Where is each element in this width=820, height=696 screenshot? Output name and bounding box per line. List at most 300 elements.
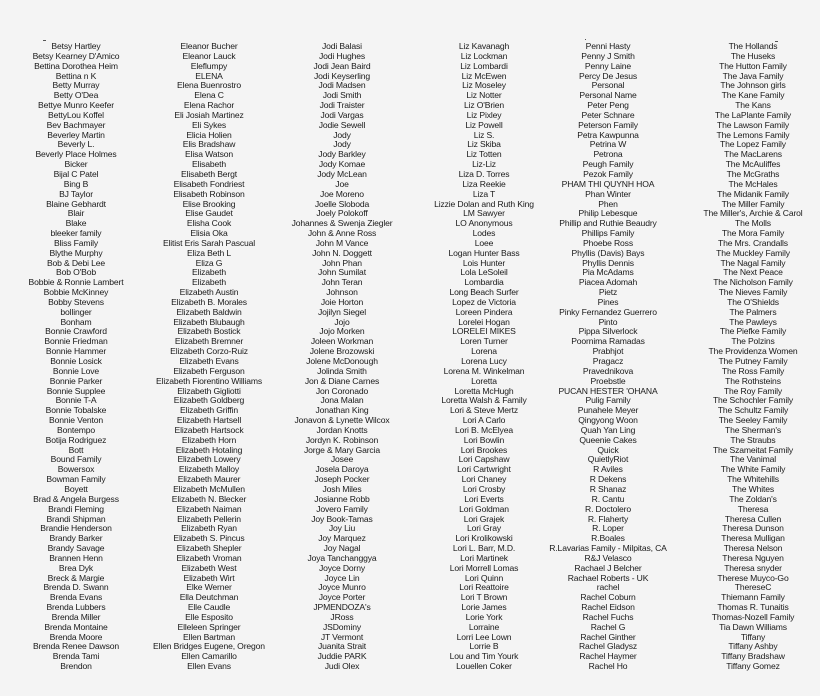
name-entry: Bettina Dorothea Heim bbox=[34, 60, 118, 71]
name-entry: Joy Liu bbox=[328, 523, 356, 534]
name-entry: Joyce Porter bbox=[318, 592, 366, 603]
name-entry: Lori Grajek bbox=[463, 513, 505, 524]
name-entry: Bob & Debi Lee bbox=[46, 257, 106, 268]
name-entry: Jody McLean bbox=[317, 168, 367, 179]
name-entry: The Huseks bbox=[730, 50, 776, 61]
name-entry: Jovero Family bbox=[316, 503, 368, 514]
name-entry: Bound Family bbox=[50, 454, 102, 465]
name-entry: Eleanor Lauck bbox=[182, 50, 236, 61]
name-entry: rachel bbox=[596, 582, 620, 593]
name-entry: Elena C bbox=[194, 90, 224, 101]
name-entry: Elisia Oka bbox=[190, 228, 228, 239]
name-entry: Jordan Knotts bbox=[316, 424, 368, 435]
name-entry: Jojo Morken bbox=[319, 326, 365, 337]
name-entry: Bicker bbox=[64, 159, 88, 170]
name-entry: Pragacz bbox=[592, 356, 624, 366]
name-entry: Jody bbox=[333, 139, 351, 150]
name-entry: Elizabeth Bremner bbox=[174, 336, 244, 347]
name-entry: Elizabeth Corzo-Ruiz bbox=[170, 346, 248, 357]
name-entry: Joy Marquez bbox=[318, 533, 366, 544]
name-entry: The Molls bbox=[735, 218, 771, 229]
name-entry: The Nagal Family bbox=[720, 257, 786, 268]
name-entry: Elizabeth Hartsock bbox=[174, 424, 244, 435]
name-entry: Phyllis Dennis bbox=[582, 257, 634, 268]
name-entry: Boyett bbox=[64, 483, 88, 494]
name-entry: John Teran bbox=[321, 277, 363, 288]
name-entry: Lori Quinn bbox=[464, 572, 504, 583]
name-entry: Proebstle bbox=[590, 375, 626, 386]
name-entry: Liza T bbox=[472, 188, 496, 199]
name-entry: Elizabeth Naiman bbox=[176, 503, 242, 514]
name-entry: Elizabeth Hotaling bbox=[175, 444, 243, 455]
name-entry: Peugh Family bbox=[582, 159, 634, 170]
name-entry: Jody Barkley bbox=[318, 149, 366, 160]
name-entry: Elisha Cook bbox=[186, 218, 232, 229]
name-entry: Blaine Gebhardt bbox=[46, 198, 106, 209]
name-entry: Theresa Mulligan bbox=[721, 533, 785, 544]
name-entry: Bonnie Tobalske bbox=[45, 405, 107, 416]
name-entry: Elisabeth Bergt bbox=[180, 168, 238, 179]
name-entry: Jodi Jean Baird bbox=[313, 60, 371, 71]
name-entry: Jorge & Mary Garcia bbox=[304, 444, 380, 455]
name-entry: Theresa Dunson bbox=[722, 523, 784, 534]
name-entry: Peter Schnare bbox=[581, 109, 635, 120]
name-entry: Elizabeth Ferguson bbox=[173, 365, 245, 376]
name-entry: Elizabeth Goldberg bbox=[173, 395, 245, 406]
name-entry: Brenda Montaine bbox=[44, 621, 108, 632]
name-entry: Tiffany Ashby bbox=[728, 641, 778, 652]
name-entry: Josee bbox=[330, 454, 354, 465]
name-entry: Joe bbox=[335, 178, 349, 189]
name-entry: Elisabeth bbox=[191, 159, 226, 170]
name-entry: R.Lavarias Family - Milpitas, CA bbox=[549, 543, 667, 554]
name-entry: Phan Winter bbox=[585, 188, 631, 199]
name-entry: Josh Miles bbox=[322, 483, 362, 494]
name-entry: Elizabeth Evans bbox=[179, 356, 239, 366]
name-entry: Bonnie Friedman bbox=[44, 336, 108, 347]
name-entry: Joie Horton bbox=[320, 296, 364, 307]
name-entry: Eliza Beth L bbox=[186, 247, 232, 258]
name-entry: Pulig Family bbox=[585, 395, 631, 406]
name-entry: Liz Moseley bbox=[462, 80, 506, 91]
name-entry: Liza Reekie bbox=[462, 178, 506, 189]
name-entry: Brea Dyk bbox=[58, 562, 94, 573]
name-entry: The Nieves Family bbox=[718, 287, 788, 298]
name-entry: Beverley Martin bbox=[47, 129, 105, 140]
name-entry: Theresa Nelson bbox=[723, 543, 783, 554]
name-entry: Ellen Bartman bbox=[182, 631, 236, 642]
name-entry: Elizabeth Pellerin bbox=[177, 513, 241, 524]
name-entry: R.Boales bbox=[591, 533, 625, 544]
name-entry: The Mrs. Crandalls bbox=[718, 237, 788, 248]
name-entry: Lorraine bbox=[468, 621, 500, 632]
name-entry: Loee bbox=[474, 237, 494, 248]
name-entry: Elizabeth bbox=[191, 267, 226, 278]
name-entry: Elizabeth Horn bbox=[181, 434, 237, 445]
name-entry: The Hollands bbox=[728, 41, 778, 51]
name-entry: Bev Bachmayer bbox=[46, 119, 106, 130]
name-entry: R. Flaherty bbox=[587, 513, 629, 524]
name-entry: Jodi Keyserling bbox=[313, 70, 371, 81]
name-entry: Lorelei Hogan bbox=[458, 316, 510, 327]
name-entry: Eleanor Bucher bbox=[180, 41, 238, 51]
name-entry: Betty Murray bbox=[52, 80, 100, 91]
name-entry: Penni Hasty bbox=[585, 41, 631, 51]
name-entry: Joy Book-Tamas bbox=[311, 513, 373, 524]
name-entry: The Muckley Family bbox=[716, 247, 790, 258]
name-entry: Lori Crosby bbox=[462, 483, 506, 494]
name-entry: The MacLarens bbox=[724, 149, 782, 160]
name-entry: Liz Kavanagh bbox=[458, 41, 510, 51]
name-entry: The Lopez Family bbox=[720, 139, 786, 150]
name-entry: Blake bbox=[65, 218, 87, 229]
name-entry: The Lawson Family bbox=[717, 119, 789, 130]
name-entry: Elizabeth Austin bbox=[179, 287, 239, 298]
name-entry: Elisabeth Fondriest bbox=[173, 178, 245, 189]
name-entry: Liz Skiba bbox=[467, 139, 501, 150]
name-entry: Jojilyn Siegel bbox=[317, 306, 367, 317]
name-entry: Bonnie Parker bbox=[49, 375, 103, 386]
name-entry: Lori Cartwright bbox=[457, 464, 511, 475]
name-entry: LO Anonymous bbox=[455, 218, 513, 229]
name-entry: Lori & Steve Mertz bbox=[450, 405, 518, 416]
name-entry: PHAM THI QUYNH HOA bbox=[561, 178, 655, 189]
name-entry: JSDominy bbox=[323, 621, 361, 632]
name-entry: Petra Kawpunna bbox=[577, 129, 639, 140]
name-entry: Bing B bbox=[63, 178, 89, 189]
name-entry: Joyce Munro bbox=[318, 582, 366, 593]
name-entry: R. Doctolero bbox=[585, 503, 631, 514]
name-entry: Josela Daroya bbox=[315, 464, 369, 475]
name-entry: Elena Rachor bbox=[183, 100, 235, 111]
name-entry: Lori Bowlin bbox=[463, 434, 505, 445]
name-entry: The Miller Family bbox=[721, 198, 785, 209]
name-entry: Brandi Shipman bbox=[46, 513, 106, 524]
name-entry: Elisa Watson bbox=[184, 149, 234, 160]
name-entry: Bobby Stevens bbox=[48, 296, 104, 307]
name-entry: Lou and Tim Yourk bbox=[449, 651, 519, 662]
name-entry: Percy De Jesus bbox=[578, 70, 638, 81]
name-entry: Elle Caudle bbox=[187, 602, 231, 613]
name-entry: Peterson Family bbox=[578, 119, 638, 130]
name-entry: The Roy Family bbox=[723, 385, 783, 396]
name-entry: Brandy Savage bbox=[47, 543, 105, 554]
name-entry: The Providenza Women bbox=[708, 346, 798, 357]
name-entry: Elizabeth Shepler bbox=[176, 543, 242, 554]
name-entry: Joely Polokoff bbox=[316, 208, 368, 219]
name-entry: The Straubs bbox=[730, 434, 776, 445]
name-entry: R. Loper bbox=[592, 523, 624, 534]
name-entry: Liz Totten bbox=[466, 149, 502, 160]
name-entry: Joseph Pocker bbox=[314, 474, 370, 485]
name-entry: Penny Laine bbox=[584, 60, 632, 71]
name-entry: Piacea Adomah bbox=[578, 277, 638, 288]
name-entry: Pia McAdams bbox=[582, 267, 634, 278]
name-entry: Ellen Bridges Eugene, Oregon bbox=[153, 641, 265, 652]
name-entry: Bonnie Hammer bbox=[45, 346, 107, 357]
name-entry: The Kane Family bbox=[721, 90, 785, 101]
name-entry: Loreen Pindera bbox=[455, 306, 513, 317]
name-entry: Lori Reattoire bbox=[459, 582, 509, 593]
name-entry: R Shanaz bbox=[589, 483, 627, 494]
name-entry: Brendon bbox=[60, 661, 92, 672]
name-entry: Bob O'Bob bbox=[56, 267, 96, 278]
name-entry: Elena Buenrostro bbox=[176, 80, 241, 91]
name-entry: The Nicholson Family bbox=[713, 277, 793, 288]
name-entry: Lori Chaney bbox=[461, 474, 507, 485]
name-entry: Judi Olex bbox=[324, 661, 360, 672]
name-entry: Lori Martinek bbox=[460, 552, 508, 563]
name-entry: Liz O'Brien bbox=[463, 100, 505, 111]
name-entry: Bontempo bbox=[57, 424, 95, 435]
name-entry: R&J Velasco bbox=[584, 552, 632, 563]
name-entry: The McAuliffes bbox=[725, 159, 781, 170]
name-entry: Botija Rodriguez bbox=[45, 434, 107, 445]
name-entry: Bobbie & Ronnie Lambert bbox=[28, 277, 124, 288]
name-entry: The White Family bbox=[720, 464, 786, 475]
name-entry: QuietlyRiot bbox=[587, 454, 629, 465]
name-entry: The Zoldan's bbox=[729, 493, 777, 504]
name-entry: The Vanimal bbox=[730, 454, 776, 465]
name-entry: Elizabeth Bostick bbox=[177, 326, 241, 337]
name-entry: Brenda Evans bbox=[49, 592, 103, 603]
name-entry: Jolene Brozowski bbox=[309, 346, 375, 357]
name-entry: The Polzins bbox=[731, 336, 775, 347]
name-entry: Petrona bbox=[593, 149, 623, 160]
name-entry: R. Cantu bbox=[591, 493, 625, 504]
name-entry: Penny J Smith bbox=[581, 50, 635, 61]
name-entry: Jodi Smith bbox=[322, 90, 362, 101]
name-entry: The Lemons Family bbox=[716, 129, 790, 140]
name-entry: Liz S. bbox=[473, 129, 495, 140]
name-entry: Lori Morrell Lomas bbox=[449, 562, 519, 573]
name-entry: The Kans bbox=[735, 100, 771, 111]
name-entry: The Whites bbox=[732, 483, 774, 494]
name-entry: Lori Krolikowski bbox=[455, 533, 513, 544]
name-entry: Lorena M. Winkelman bbox=[443, 365, 525, 376]
name-entry: Jody Komae bbox=[318, 159, 366, 170]
name-entry: Lorie York bbox=[465, 611, 503, 622]
name-entry: Eli Josiah Martinez bbox=[174, 109, 244, 120]
name-entry: The Ross Family bbox=[721, 365, 785, 376]
name-entry: Jodie Sewell bbox=[318, 119, 366, 130]
name-entry: Theresa Nguyen bbox=[722, 552, 784, 563]
name-entry: The McHales bbox=[728, 178, 778, 189]
name-entry: Rachel Ho bbox=[588, 661, 628, 672]
name-entry: Jordyn K. Robinson bbox=[305, 434, 379, 445]
name-entry: Lorie James bbox=[461, 602, 507, 613]
name-entry: Liz Notter bbox=[466, 90, 502, 101]
name-entry: Philip Lebesque bbox=[578, 208, 638, 219]
name-entry: Joyce Dorny bbox=[318, 562, 366, 573]
name-entry: Elizabeth Lowery bbox=[177, 454, 241, 465]
name-entry: The Palmers bbox=[729, 306, 777, 317]
name-entry: The Schochler Family bbox=[712, 395, 794, 406]
name-entry: Elicia Holien bbox=[186, 129, 232, 140]
name-entry: Jojo bbox=[334, 316, 350, 327]
name-entry: Loretta Walsh & Family bbox=[441, 395, 527, 406]
name-entry: The Putney Family bbox=[718, 356, 788, 366]
name-entry: R Dekens bbox=[589, 474, 627, 485]
name-entry: Rachel Ginther bbox=[580, 631, 636, 642]
name-entry: Elizabeth West bbox=[181, 562, 237, 573]
name-entry: Lori B. McElyea bbox=[455, 424, 513, 435]
name-entry: Brandie Henderson bbox=[40, 523, 112, 534]
name-entry: Bobbie McKinney bbox=[43, 287, 109, 298]
name-entry: Theresa Cullen bbox=[724, 513, 782, 524]
name-entry: Bonnie Love bbox=[52, 365, 100, 376]
name-entry: Blair bbox=[67, 208, 85, 219]
name-entry: Bowersox bbox=[57, 464, 95, 475]
name-entry: Tiffany bbox=[740, 631, 766, 642]
stray-mark bbox=[43, 40, 46, 41]
name-entry: Bonnie T-A bbox=[55, 395, 97, 406]
name-entry: Loretta McHugh bbox=[454, 385, 514, 396]
name-entry: Liz McEwen bbox=[461, 70, 507, 81]
name-entry: Elisabeth Robinson bbox=[173, 188, 245, 199]
name-entry: Beverly L. bbox=[57, 139, 95, 150]
name-entry: Lori Brookes bbox=[460, 444, 508, 455]
name-entry: Lorena Lucy bbox=[461, 356, 507, 366]
name-entry: Jody bbox=[333, 129, 351, 140]
name-entry: Lopez de Victoria bbox=[452, 296, 516, 307]
name-entry: Joelle Sloboda bbox=[314, 198, 370, 209]
name-entry: Ellen Evans bbox=[187, 661, 231, 672]
name-entry: The Hutton Family bbox=[719, 60, 787, 71]
name-entry: Elizabeth S. Pincus bbox=[173, 533, 245, 544]
name-entry: Brenda Renee Dawson bbox=[32, 641, 119, 652]
name-entry: Elleleen Springer bbox=[177, 621, 241, 632]
name-entry: Bettye Munro Keefer bbox=[38, 100, 114, 111]
name-entry: The Whitehills bbox=[727, 474, 779, 485]
name-entry: Long Beach Surfer bbox=[449, 287, 519, 298]
name-entry: ThereseC bbox=[734, 582, 772, 593]
name-entry: Elizabeth Vroman bbox=[176, 552, 242, 563]
stray-mark bbox=[585, 39, 586, 40]
name-entry: Phyllis (Davis) Bays bbox=[571, 247, 645, 258]
name-entry: Bettina n K bbox=[55, 70, 97, 81]
name-entry: Eliza G bbox=[195, 257, 223, 268]
name-entry: Tiffany Gomez bbox=[726, 661, 780, 672]
name-entry: Lori Gray bbox=[467, 523, 501, 534]
name-entry: Lori Capshaw bbox=[458, 454, 510, 465]
name-entry: bollinger bbox=[60, 306, 92, 317]
name-entry: Tia Dawn Williams bbox=[719, 621, 787, 632]
name-entry: Lori Everts bbox=[464, 493, 504, 504]
name-entry: Elizabeth Blubaugh bbox=[173, 316, 245, 327]
name-entry: Jodi Balasi bbox=[322, 41, 362, 51]
name-entry: Johannes & Swenja Ziegler bbox=[291, 218, 393, 229]
name-entry: The Miller's, Archie & Carol bbox=[703, 208, 803, 219]
name-entry: The Seeley Family bbox=[718, 415, 788, 426]
name-entry: John Sumilat bbox=[318, 267, 366, 278]
name-entry: Bott bbox=[68, 444, 84, 455]
name-entry: The Schultz Family bbox=[717, 405, 789, 416]
name-entry: Loren Turner bbox=[460, 336, 508, 347]
name-entry: Elizabeth Maurer bbox=[177, 474, 241, 485]
name-entry: Bowman Family bbox=[46, 474, 106, 485]
name-entry: John M Vance bbox=[315, 237, 369, 248]
name-entry: Betsy Kearney D'Amico bbox=[32, 50, 120, 61]
name-entry: Brenda Miller bbox=[51, 611, 101, 622]
name-entry: Bonnie Losick bbox=[50, 356, 102, 366]
name-entry: Lombardia bbox=[464, 277, 504, 288]
name-entry: Rachel Gladysz bbox=[578, 641, 638, 652]
name-entry: Pinky Fernandez Guerrero bbox=[559, 306, 657, 317]
name-entry: The LaPlante Family bbox=[715, 109, 791, 120]
name-entry: The Midanik Family bbox=[717, 188, 789, 199]
name-entry: Blythe Murphy bbox=[49, 247, 103, 258]
name-entry: The Piefke Family bbox=[719, 326, 787, 337]
name-entry: Lori L. Barr, M.D. bbox=[452, 543, 516, 554]
name-entry: Rachel Eidson bbox=[581, 602, 635, 613]
name-entry: Jon & Diane Carnes bbox=[304, 375, 380, 386]
name-entry: Elizabeth Ryan bbox=[181, 523, 237, 534]
name-entry: Ellen Camarillo bbox=[181, 651, 237, 662]
name-entry: Poornima Ramadas bbox=[571, 336, 645, 347]
name-entry: JPMENDOZA's bbox=[313, 602, 371, 613]
name-entry: Jodi Traister bbox=[319, 100, 365, 111]
name-entry: Liz Powell bbox=[465, 119, 503, 130]
name-entry: Quick bbox=[597, 444, 619, 455]
name-entry: The McGraths bbox=[726, 168, 780, 179]
name-entry: Lori A Carlo bbox=[462, 415, 506, 426]
name-entry: Joleen Workman bbox=[310, 336, 374, 347]
name-entry: The Mora Family bbox=[721, 228, 785, 239]
name-entry: Eleflumpy bbox=[190, 60, 228, 71]
name-entry: Elke Werner bbox=[186, 582, 232, 593]
name-entry: Brenda Tami bbox=[52, 651, 100, 662]
name-entry: Lorrie B bbox=[469, 641, 499, 652]
name-entry: Elizabeth Fiorentino Williams bbox=[156, 375, 262, 386]
name-entry: John Phan bbox=[322, 257, 362, 268]
name-entry: Thomas R. Tunaitis bbox=[717, 602, 789, 613]
name-entry: Rachel G bbox=[590, 621, 626, 632]
name-entry: Petrina W bbox=[589, 139, 627, 150]
name-entry: Pietz bbox=[598, 287, 618, 298]
name-entry: Elizabeth N. Blecker bbox=[171, 493, 247, 504]
name-entry: Elizabeth bbox=[191, 277, 226, 288]
name-entry: The Next Peace bbox=[723, 267, 783, 278]
name-entry: Elitist Eris Sarah Pascual bbox=[162, 237, 256, 248]
name-entry: Phillip and Ruthie Beaudry bbox=[559, 218, 657, 229]
name-entry: Brandy Barker bbox=[49, 533, 103, 544]
name-entry: LM Sawyer bbox=[463, 208, 505, 219]
name-entry: Jona Malan bbox=[320, 395, 364, 406]
name-entry: Peter Peng bbox=[587, 100, 629, 111]
name-entry: Loretta bbox=[471, 375, 497, 386]
name-entry: Phen bbox=[598, 198, 618, 209]
name-entry: The O'Shields bbox=[727, 296, 779, 307]
name-entry: Jolinda Smith bbox=[317, 365, 367, 376]
name-entry: Jonavon & Lynette Wilcox bbox=[294, 415, 390, 426]
name-entry: Liz Pixley bbox=[466, 109, 502, 120]
name-entry: Breck & Margie bbox=[47, 572, 105, 583]
name-entry: Bliss Family bbox=[53, 237, 99, 248]
name-entry: Betsy Hartley bbox=[51, 41, 101, 51]
name-entry: Pravednikova bbox=[582, 365, 634, 376]
name-entry: Bonnie Supplee bbox=[46, 385, 106, 396]
name-entry: Jodi Vargas bbox=[320, 109, 364, 120]
name-entry: Pezok Family bbox=[583, 168, 633, 179]
name-entry: Elise Gaudet bbox=[185, 208, 233, 219]
name-entry: Rachel Haymer bbox=[579, 651, 637, 662]
name-entry: Elizabeth Baldwin bbox=[176, 306, 242, 317]
name-entry: Pinto bbox=[598, 316, 618, 327]
name-entry: Liz Lockman bbox=[460, 50, 508, 61]
name-entry: Lorena bbox=[471, 346, 497, 357]
name-entry: Liza D. Torres bbox=[458, 168, 510, 179]
